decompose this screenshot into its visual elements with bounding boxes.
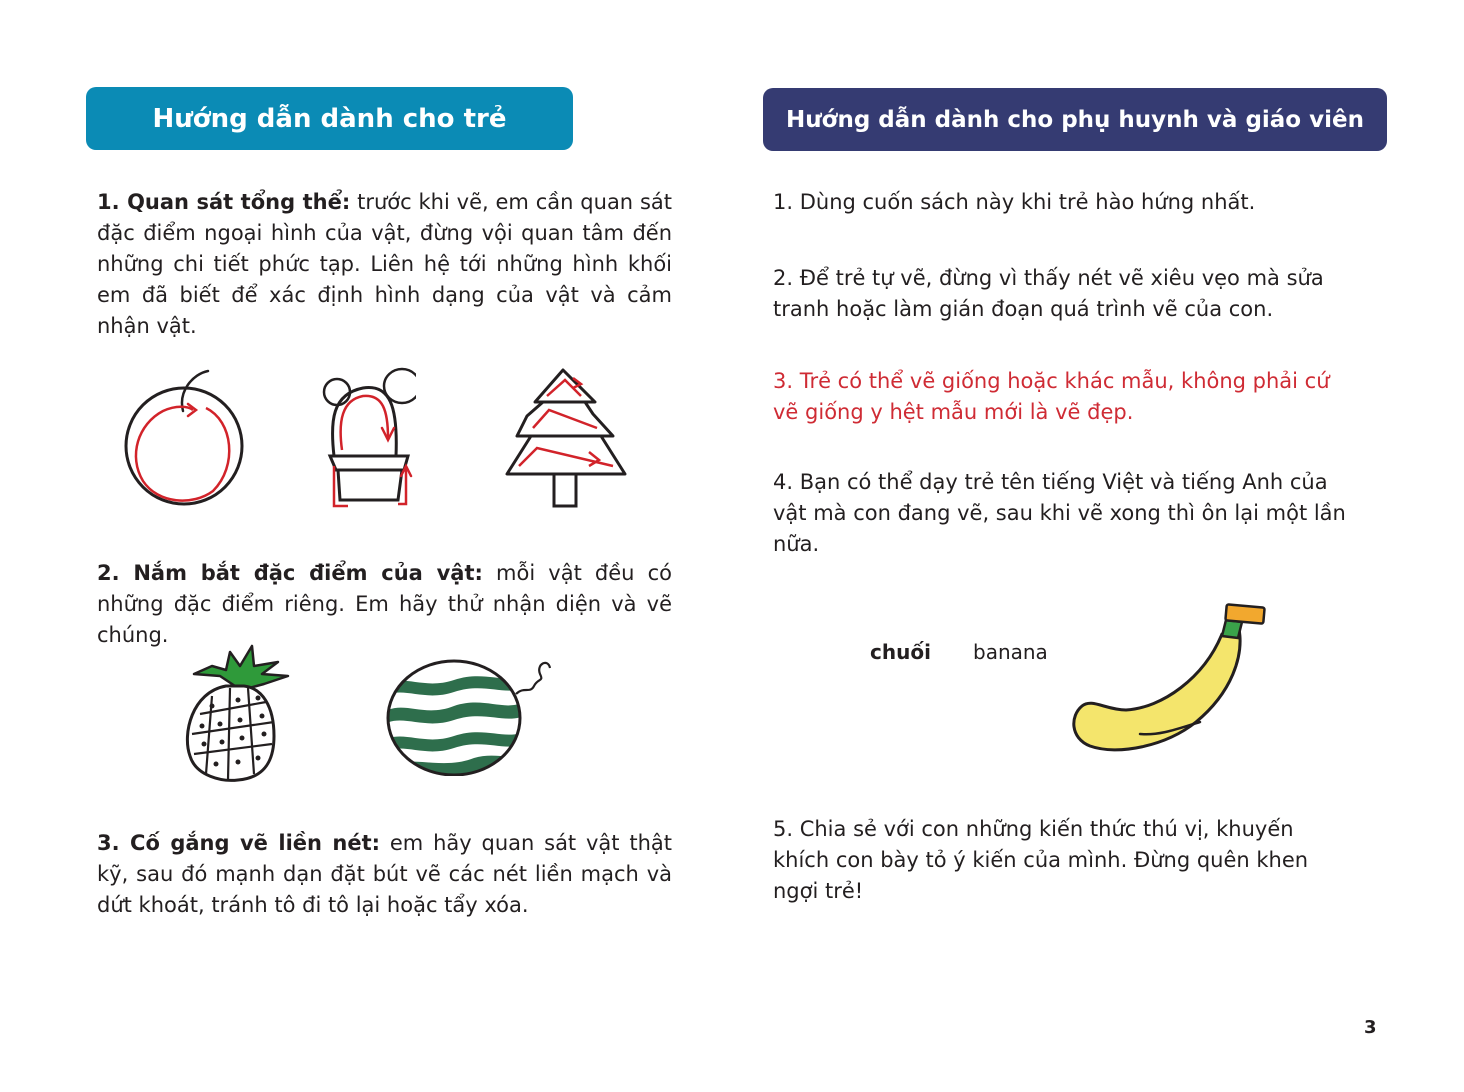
cactus-illustration (318, 366, 416, 510)
watermelon-illustration (384, 654, 560, 776)
step-3-text: em hãy quan sát vật thật kỹ, sau đó mạnh dạn đặt bút vẽ các nét liền mạch và dứt khoát, tránh tô đi tô lại hoặc tẩy xóa. (97, 831, 672, 917)
pineapple-illustration (182, 644, 294, 784)
step-1-text: trước khi vẽ, em cần quan sát đặc điểm ngoại hình của vật, đừng vội quan tâm đến những chi tiết phức tạp. Liên hệ tới những hình khối em đã biết để xác định hình dạng của vật và cảm nhận vật. (97, 190, 673, 338)
step-3-paragraph (97, 828, 672, 921)
english-word: banana (973, 640, 1048, 664)
tip-2: 2. Để trẻ tự vẽ, đừng vì thấy nét vẽ xiêu vẹo mà sửa tranh hoặc làm gián đoạn quá trình vẽ của con. (773, 266, 1324, 321)
step-2-title: 2. Nắm bắt đặc điểm của vật: (97, 561, 483, 585)
step-1-paragraph (97, 187, 672, 342)
step-3-title: 3. Cố gắng vẽ liền nét: (97, 831, 381, 855)
step-2-text: mỗi vật đều có những đặc điểm riêng. Em hãy thử nhận diện và vẽ chúng. (97, 561, 673, 647)
parents-teachers-guide-header: Hướng dẫn dành cho phụ huynh và giáo viên (763, 88, 1387, 151)
step-1-title: 1. Quan sát tổng thể: (97, 190, 351, 214)
tip-3-highlight: 3. Trẻ có thể vẽ giống hoặc khác mẫu, không phải cứ vẽ giống y hệt mẫu mới là vẽ đẹp. (773, 369, 1330, 424)
tip-5: 5. Chia sẻ với con những kiến thức thú vị, khuyến khích con bày tỏ ý kiến của mình. Đừng quên khen ngợi trẻ! (773, 817, 1309, 903)
page-number: 3 (1364, 1017, 1377, 1038)
vietnamese-word: chuối (870, 640, 931, 664)
children-guide-header: Hướng dẫn dành cho trẻ (86, 87, 573, 150)
tip-1: 1. Dùng cuốn sách này khi trẻ hào hứng nhất. (773, 190, 1256, 214)
banana-illustration (1070, 598, 1272, 758)
apple-illustration (118, 366, 248, 510)
tip-4: 4. Bạn có thể dạy trẻ tên tiếng Việt và tiếng Anh của vật mà con đang vẽ, sau khi vẽ xong thì ôn lại một lần nữa. (773, 470, 1346, 556)
step-2-paragraph (97, 558, 672, 651)
pine-tree-illustration (503, 366, 629, 510)
